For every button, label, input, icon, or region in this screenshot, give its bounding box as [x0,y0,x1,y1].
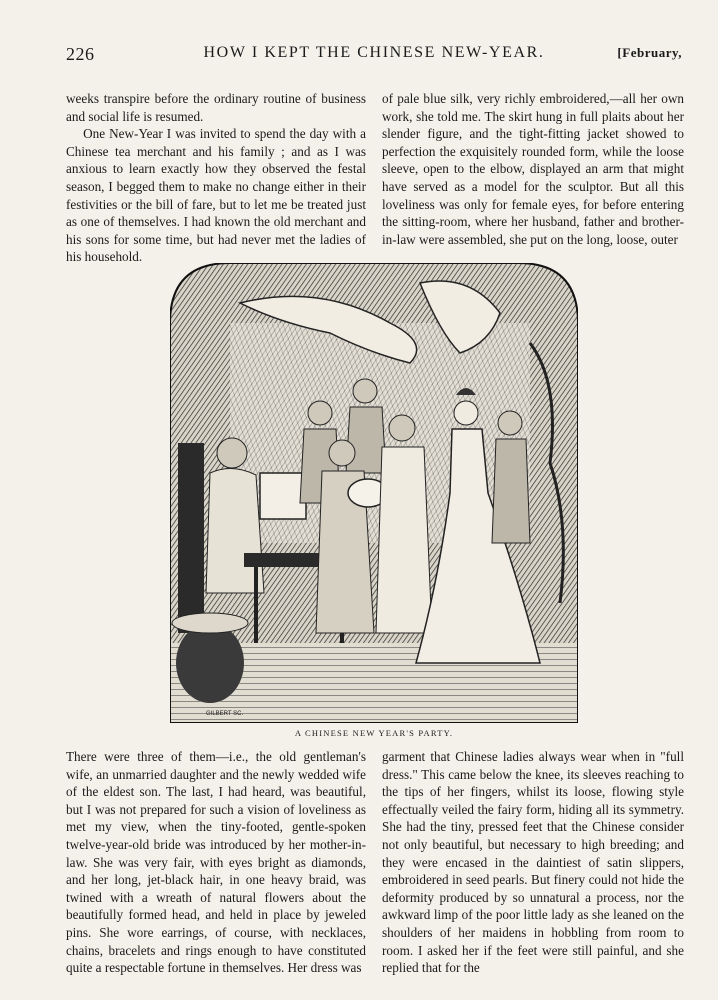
column-top-right [382,90,684,248]
running-title: HOW I KEPT THE CHINESE NEW-YEAR. [203,44,545,61]
page-number: 226 [66,44,95,64]
column-bottom-right [382,748,684,977]
paragraph: garment that Chinese ladies always wear when in "full dress." This came below the knee, its sleeves reaching to the tips of her fingers, whilst its loose, flowing style effectually veiled the fairy form, hiding all its symmetry. She had the tiny, pressed feet that the Chinese consider not only beautiful, but necessary to high breeding; and they were encased in the daintiest of satin slippers, embroidered in seed pearls. But finery could not hide the deformity produced by so unnatural a process, nor the awkward limp of the poor little lady as she leaned on the shoulders of her maidens in hobbling from room to room. I asked her if the feet were still painful, and she replied that for the [382,749,684,976]
paragraph: of pale blue silk, very richly embroidered,—all her own work, she told me. The skirt hung in full plaits about her slender figure, and the tight-fitting jacket showed to perfection the exquisitely rounded form, while the loose sleeve, open to the elbow, displayed an arm that might have served as a model for the sculptor. But all this loveliness was only for female eyes, for before entering the sitting-room, where her husband, father and brother-in-law were assembled, she put on the long, loose, outer [382,91,684,247]
column-top-left [66,90,366,266]
paragraph: weeks transpire before the ordinary routine of business and social life is resumed. [66,91,366,124]
engraving-image [170,263,578,723]
column-bottom-left [66,748,366,977]
running-header [66,44,682,68]
engraver-signature: GILBERT SC. [206,711,244,717]
figure-caption: A CHINESE NEW YEAR'S PARTY. [294,728,454,738]
paragraph: There were three of them—i.e., the old gentleman's wife, an unmarried daughter and the newly wedded wife of the eldest son. The last, I had heard, was beautiful, but I was not prepared for such a vision of loveliness as met my view, when the tiny-footed, gentle-spoken twelve-year-old bride was introduced by her mother-in-law. She was very fair, with eyes bright as diamonds, and her long, jet-black hair, in one heavy braid, was twined with a wreath of natural flowers about the beautifully formed head, and held in place by jeweled pins. She wore earrings, of course, with necklaces, chains, bracelets and rings enough to have constituted quite a respectable fortune in themselves. Her dress was [66,749,366,976]
issue-month: [February, [617,45,682,60]
engraving-illustration [170,263,578,723]
paragraph: One New-Year I was invited to spend the day with a Chinese tea merchant and his family ; and as I was anxious to learn exactly how they observed the festal season, I begged them to make no change either in their festivities or the bill of fare, but to let me be treated just as one of themselves. I had known the old merchant and his sons for some time, but had never met the ladies of his household. [66,126,366,265]
